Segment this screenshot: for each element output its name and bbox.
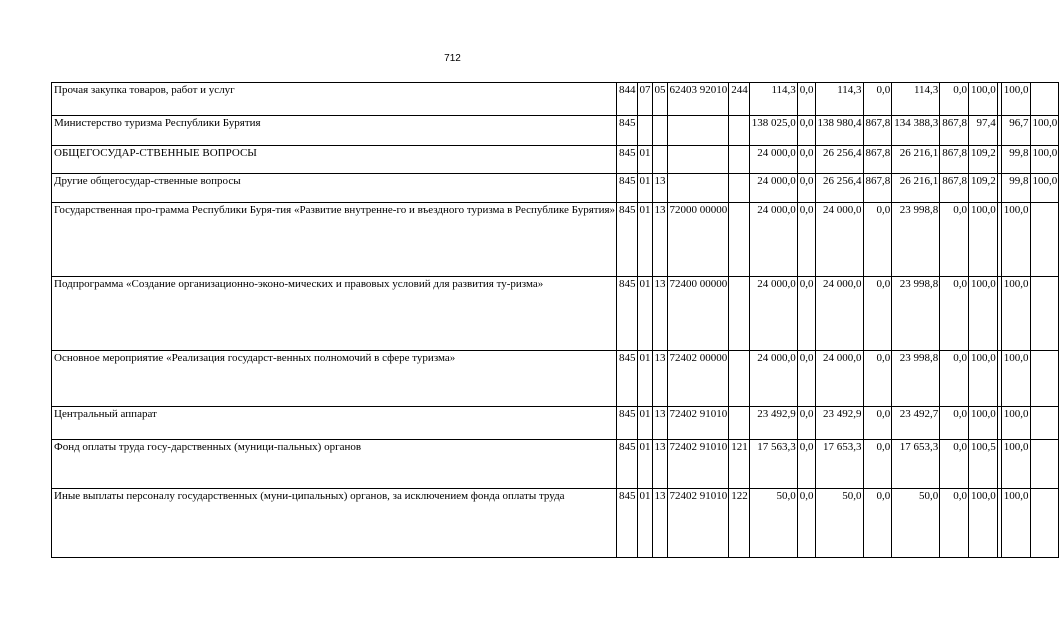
cell-value-3: 17 653,3 [815, 440, 863, 489]
cell-value-6: 0,0 [940, 440, 969, 489]
table-row [52, 489, 1059, 558]
cell-value-4: 0,0 [863, 83, 892, 116]
cell-value-3: 24 000,0 [815, 203, 863, 277]
cell-percent-3: 99,8 [1001, 146, 1030, 174]
cell-subsection: 13 [652, 407, 667, 440]
cell-value-2: 0,0 [797, 489, 815, 558]
cell-section: 01 [637, 407, 652, 440]
cell-value-5: 134 388,3 [892, 116, 940, 146]
cell-percent-3: 100,0 [1001, 351, 1030, 407]
cell-subsection: 13 [652, 203, 667, 277]
cell-name: Иные выплаты персоналу государственных (муни-ципальных) органов, за исключением фонда оплаты труда [52, 489, 617, 558]
cell-value-5: 23 492,7 [892, 407, 940, 440]
cell-grbs: 845 [617, 277, 638, 351]
cell-name: Другие общегосудар-ственные вопросы [52, 174, 617, 203]
cell-value-2: 0,0 [797, 351, 815, 407]
cell-value-1: 50,0 [749, 489, 797, 558]
cell-percent-4 [1030, 83, 1059, 116]
table-row [52, 174, 1059, 203]
cell-subsection [652, 146, 667, 174]
cell-target-article: 72402 00000 [667, 351, 729, 407]
cell-value-5: 26 216,1 [892, 174, 940, 203]
cell-value-1: 114,3 [749, 83, 797, 116]
cell-target-article: 72402 91010 [667, 489, 729, 558]
cell-section: 01 [637, 489, 652, 558]
table-row [52, 203, 1059, 277]
cell-value-5: 23 998,8 [892, 277, 940, 351]
cell-expense-type [729, 407, 750, 440]
cell-value-2: 0,0 [797, 203, 815, 277]
cell-value-4: 0,0 [863, 351, 892, 407]
cell-value-3: 138 980,4 [815, 116, 863, 146]
cell-value-5: 17 653,3 [892, 440, 940, 489]
cell-value-4: 0,0 [863, 203, 892, 277]
cell-value-2: 0,0 [797, 174, 815, 203]
cell-value-3: 26 256,4 [815, 146, 863, 174]
table-body [52, 83, 1059, 558]
cell-subsection: 13 [652, 277, 667, 351]
cell-target-article: 72400 00000 [667, 277, 729, 351]
cell-target-article [667, 116, 729, 146]
cell-subsection: 13 [652, 489, 667, 558]
cell-name: Основное мероприятие «Реализация государст-венных полномочий в сфере туризма» [52, 351, 617, 407]
cell-section [637, 116, 652, 146]
cell-grbs: 845 [617, 407, 638, 440]
cell-name: Фонд оплаты труда госу-дарственных (муници-пальных) органов [52, 440, 617, 489]
cell-percent-1: 100,0 [969, 203, 998, 277]
cell-percent-3: 99,8 [1001, 174, 1030, 203]
cell-value-4: 0,0 [863, 277, 892, 351]
cell-value-3: 114,3 [815, 83, 863, 116]
cell-target-article [667, 146, 729, 174]
cell-grbs: 845 [617, 174, 638, 203]
cell-value-4: 867,8 [863, 116, 892, 146]
cell-value-2: 0,0 [797, 440, 815, 489]
cell-name: Подпрограмма «Создание организационно-эконо-мических и правовых условий для развития ту-ризма» [52, 277, 617, 351]
cell-target-article: 72402 91010 [667, 407, 729, 440]
cell-percent-1: 109,2 [969, 174, 998, 203]
cell-grbs: 844 [617, 83, 638, 116]
cell-section: 01 [637, 440, 652, 489]
cell-value-5: 114,3 [892, 83, 940, 116]
table-row [52, 440, 1059, 489]
budget-table [51, 82, 1059, 558]
cell-value-6: 0,0 [940, 83, 969, 116]
cell-percent-1: 100,0 [969, 407, 998, 440]
cell-subsection: 05 [652, 83, 667, 116]
cell-percent-4 [1030, 407, 1059, 440]
cell-target-article [667, 174, 729, 203]
table-row [52, 116, 1059, 146]
cell-value-4: 867,8 [863, 146, 892, 174]
cell-value-6: 0,0 [940, 203, 969, 277]
cell-percent-1: 100,0 [969, 351, 998, 407]
cell-percent-1: 100,0 [969, 489, 998, 558]
cell-section: 01 [637, 174, 652, 203]
cell-expense-type [729, 351, 750, 407]
table-row [52, 146, 1059, 174]
cell-percent-3: 100,0 [1001, 277, 1030, 351]
cell-name: Государственная про-грамма Республики Буря-тия «Развитие внутренне-го и въездного туризма в Республике Бурятия» [52, 203, 617, 277]
cell-expense-type [729, 146, 750, 174]
cell-section: 01 [637, 277, 652, 351]
cell-grbs: 845 [617, 146, 638, 174]
cell-value-5: 23 998,8 [892, 351, 940, 407]
cell-value-1: 24 000,0 [749, 174, 797, 203]
cell-value-6: 867,8 [940, 116, 969, 146]
cell-value-1: 24 000,0 [749, 146, 797, 174]
cell-value-4: 0,0 [863, 407, 892, 440]
cell-value-6: 0,0 [940, 407, 969, 440]
cell-name: Министерство туризма Республики Бурятия [52, 116, 617, 146]
cell-value-6: 0,0 [940, 489, 969, 558]
cell-section: 01 [637, 146, 652, 174]
cell-subsection: 13 [652, 440, 667, 489]
cell-percent-3: 100,0 [1001, 203, 1030, 277]
cell-percent-4 [1030, 203, 1059, 277]
cell-value-1: 24 000,0 [749, 277, 797, 351]
cell-percent-4: 100,0 [1030, 174, 1059, 203]
cell-target-article: 62403 92010 [667, 83, 729, 116]
page-number: 712 [444, 53, 461, 64]
cell-name: Центральный аппарат [52, 407, 617, 440]
table-row [52, 351, 1059, 407]
cell-value-2: 0,0 [797, 277, 815, 351]
cell-value-2: 0,0 [797, 116, 815, 146]
cell-value-6: 867,8 [940, 174, 969, 203]
cell-expense-type [729, 203, 750, 277]
cell-grbs: 845 [617, 440, 638, 489]
cell-grbs: 845 [617, 203, 638, 277]
cell-section: 01 [637, 351, 652, 407]
cell-percent-3: 96,7 [1001, 116, 1030, 146]
cell-expense-type: 121 [729, 440, 750, 489]
cell-value-5: 23 998,8 [892, 203, 940, 277]
cell-percent-4: 100,0 [1030, 116, 1059, 146]
cell-percent-4 [1030, 351, 1059, 407]
cell-expense-type: 122 [729, 489, 750, 558]
cell-percent-3: 100,0 [1001, 440, 1030, 489]
cell-value-6: 0,0 [940, 351, 969, 407]
cell-value-6: 867,8 [940, 146, 969, 174]
cell-value-4: 0,0 [863, 489, 892, 558]
cell-value-2: 0,0 [797, 146, 815, 174]
cell-value-3: 23 492,9 [815, 407, 863, 440]
cell-value-1: 24 000,0 [749, 203, 797, 277]
cell-percent-1: 100,5 [969, 440, 998, 489]
cell-value-1: 24 000,0 [749, 351, 797, 407]
cell-percent-4 [1030, 277, 1059, 351]
cell-value-5: 50,0 [892, 489, 940, 558]
cell-grbs: 845 [617, 351, 638, 407]
cell-value-3: 26 256,4 [815, 174, 863, 203]
cell-subsection: 13 [652, 174, 667, 203]
cell-grbs: 845 [617, 489, 638, 558]
cell-percent-3: 100,0 [1001, 489, 1030, 558]
cell-percent-4 [1030, 440, 1059, 489]
cell-subsection: 13 [652, 351, 667, 407]
cell-name: ОБЩЕГОСУДАР-СТВЕННЫЕ ВОПРОСЫ [52, 146, 617, 174]
cell-expense-type [729, 174, 750, 203]
cell-target-article: 72000 00000 [667, 203, 729, 277]
cell-value-3: 24 000,0 [815, 351, 863, 407]
cell-value-3: 24 000,0 [815, 277, 863, 351]
cell-percent-1: 100,0 [969, 277, 998, 351]
table-row [52, 83, 1059, 116]
cell-expense-type [729, 277, 750, 351]
cell-percent-4: 100,0 [1030, 146, 1059, 174]
cell-value-5: 26 216,1 [892, 146, 940, 174]
cell-value-1: 17 563,3 [749, 440, 797, 489]
cell-expense-type: 244 [729, 83, 750, 116]
cell-grbs: 845 [617, 116, 638, 146]
table-row [52, 407, 1059, 440]
cell-value-1: 138 025,0 [749, 116, 797, 146]
cell-subsection [652, 116, 667, 146]
cell-section: 07 [637, 83, 652, 116]
cell-percent-4 [1030, 489, 1059, 558]
cell-value-6: 0,0 [940, 277, 969, 351]
cell-value-2: 0,0 [797, 407, 815, 440]
cell-value-3: 50,0 [815, 489, 863, 558]
cell-percent-1: 109,2 [969, 146, 998, 174]
cell-value-4: 867,8 [863, 174, 892, 203]
cell-percent-1: 97,4 [969, 116, 998, 146]
cell-name: Прочая закупка товаров, работ и услуг [52, 83, 617, 116]
table-row [52, 277, 1059, 351]
cell-value-4: 0,0 [863, 440, 892, 489]
cell-value-2: 0,0 [797, 83, 815, 116]
cell-expense-type [729, 116, 750, 146]
cell-percent-1: 100,0 [969, 83, 998, 116]
cell-section: 01 [637, 203, 652, 277]
cell-target-article: 72402 91010 [667, 440, 729, 489]
cell-value-1: 23 492,9 [749, 407, 797, 440]
cell-percent-3: 100,0 [1001, 407, 1030, 440]
cell-percent-3: 100,0 [1001, 83, 1030, 116]
